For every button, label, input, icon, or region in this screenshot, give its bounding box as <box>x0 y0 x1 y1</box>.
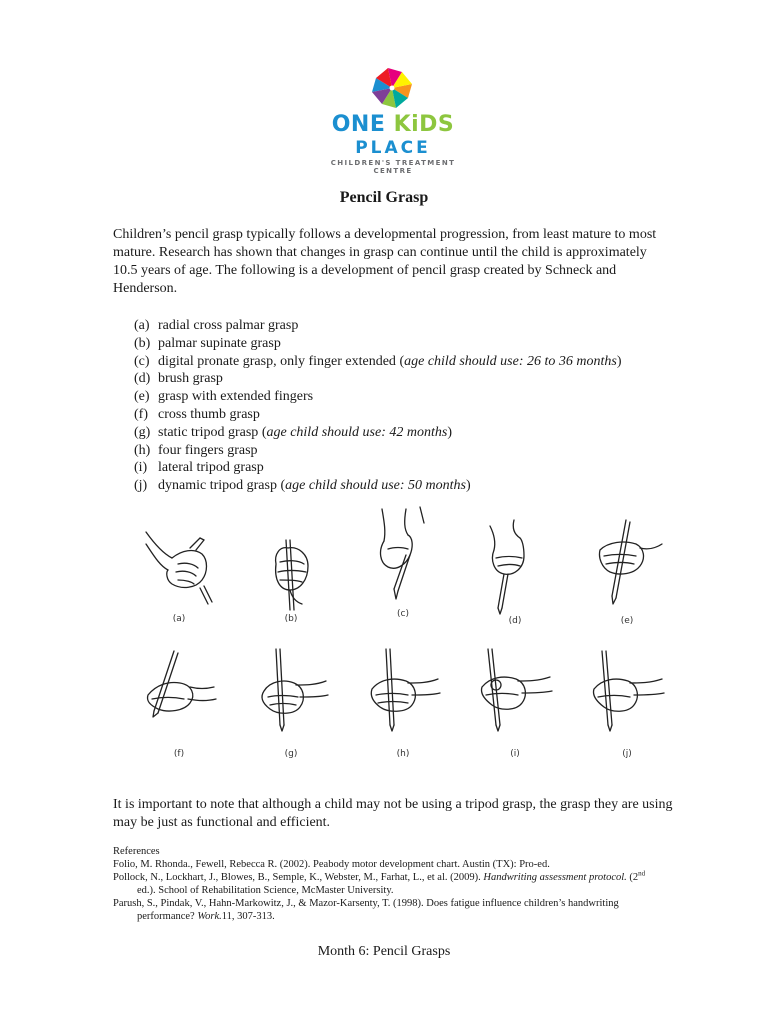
list-item: (h) four fingers grasp <box>134 442 258 458</box>
hand-drawing-icon <box>474 512 556 622</box>
grasp-figure-c <box>362 505 444 629</box>
references <box>113 845 658 923</box>
hand-drawing-icon <box>586 645 668 755</box>
figure-caption: (g) <box>284 749 298 759</box>
list-item: (e) grasp with extended fingers <box>134 389 314 405</box>
list-item: (g) static tripod grasp (age child should use: 42 months) <box>134 424 452 440</box>
list-item: (b) palmar supinate grasp <box>134 335 281 351</box>
hand-drawing-icon <box>138 645 220 755</box>
figure-caption: (a) <box>172 614 186 624</box>
list-item: (c) digital pronate grasp, only finger extended (age child should use: 26 to 36 months) <box>134 353 622 369</box>
figure-caption: (i) <box>510 749 520 759</box>
intro-paragraph: Children’s pencil grasp typically follows a developmental progression, from least mature to most mature. Research has shown that changes in grasp can continue until the child is approximately 10.5 years of age. The following is a development of pencil grasp created by Schneck and Henderson. <box>113 227 657 296</box>
age-note: age child should use: 26 to 36 months <box>404 353 617 369</box>
figure-caption: (c) <box>397 609 409 619</box>
reference-entry: Pollock, N., Lockhart, J., Blowes, B., Semple, K., Webster, M., Farhat, L., et al. (2009). Handwriting assessment protocol. (2nd ed.). School of Rehabilitation Science, McMaster University. <box>113 869 646 896</box>
pinwheel-icon <box>370 66 414 110</box>
list-item: (a) radial cross palmar grasp <box>134 318 299 333</box>
logo-word-place: PLACE <box>355 138 431 158</box>
logo-tagline: CHILDREN'S TREATMENT CENTRE <box>330 159 456 175</box>
hand-drawing-icon <box>250 510 332 620</box>
list-item: (j) dynamic tripod grasp (age child should use: 50 months) <box>134 478 471 494</box>
figure-caption: (f) <box>173 749 185 759</box>
age-note: age child should use: 42 months <box>266 424 448 440</box>
grasp-figure-h <box>362 645 444 769</box>
page-title: Pencil Grasp <box>339 189 429 206</box>
grasp-figure-e <box>586 512 668 636</box>
hand-drawing-icon <box>362 505 444 615</box>
grasp-figure-i <box>474 645 556 769</box>
grasp-figure-g <box>250 645 332 769</box>
hand-drawing-icon <box>362 645 444 755</box>
grasp-figure-f <box>138 645 220 769</box>
logo-wordmark <box>328 112 458 137</box>
age-note: age child should use: 50 months <box>285 478 466 494</box>
hand-drawing-icon <box>586 512 668 622</box>
hand-drawing-icon <box>474 645 556 755</box>
figure-caption: (h) <box>396 749 410 759</box>
figure-caption: (e) <box>620 616 634 626</box>
figure-caption: (j) <box>622 749 632 759</box>
hand-drawing-icon <box>138 510 220 620</box>
figure-caption: (d) <box>508 616 522 626</box>
references-heading: References <box>113 846 160 857</box>
closing-note: It is important to note that although a child may not be using a tripod grasp, the grasp they are using may be just as functional and efficient. <box>113 797 673 830</box>
reference-entry: Folio, M. Rhonda., Fewell, Rebecca R. (2002). Peabody motor development chart. Austin (TX): Pro-ed. <box>113 859 550 870</box>
grasp-list <box>134 317 622 495</box>
list-item: (i) lateral tripod grasp <box>134 460 264 476</box>
grasp-figure-a <box>138 510 220 634</box>
logo <box>316 66 466 174</box>
grasp-figure-b <box>250 510 332 634</box>
hand-drawing-icon <box>250 645 332 755</box>
figure-caption: (b) <box>284 614 298 624</box>
grasp-figure-j <box>586 645 668 769</box>
logo-word-one: ONE <box>331 112 386 137</box>
page-footer: Month 6: Pencil Grasps <box>317 944 451 959</box>
list-item: (f) cross thumb grasp <box>134 406 260 422</box>
grasp-figure-d <box>474 512 556 636</box>
logo-word-kids: KiDS <box>393 112 455 137</box>
reference-entry: Parush, S., Pindak, V., Hahn-Markowitz, J., & Mazor-Karsenty, T. (1998). Does fatigue influence children’s handwriting performance? Work.11, 307-313. <box>113 898 619 922</box>
list-item: (d) brush grasp <box>134 371 223 387</box>
